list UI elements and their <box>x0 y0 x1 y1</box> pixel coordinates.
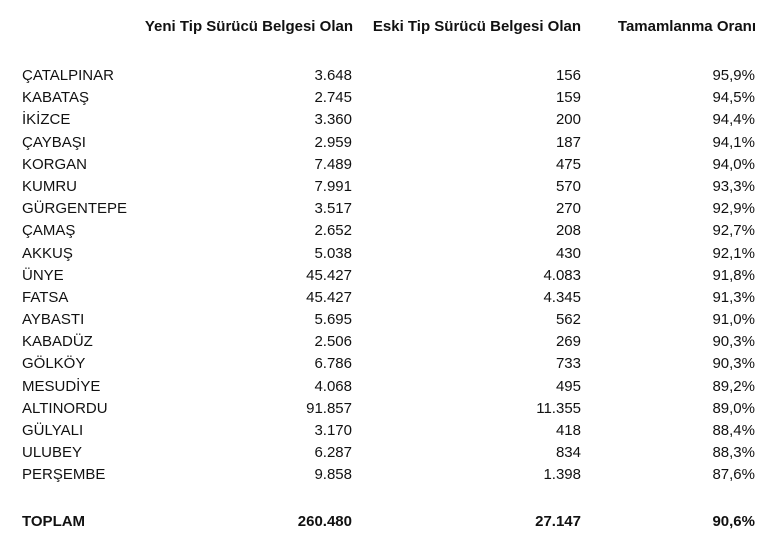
completion-rate: 87,6% <box>712 466 755 484</box>
new-license-count: 6.786 <box>314 355 352 373</box>
table-row <box>0 65 780 87</box>
total-old-license: 27.147 <box>535 513 581 530</box>
district-name: GÜRGENTEPE <box>22 200 128 218</box>
table-row <box>0 398 780 420</box>
table-row <box>0 109 780 131</box>
completion-rate: 92,1% <box>712 244 755 262</box>
completion-rate: 94,4% <box>712 111 755 129</box>
completion-rate: 93,3% <box>712 177 755 195</box>
new-license-count: 4.068 <box>314 377 352 395</box>
table-row <box>0 87 780 109</box>
table-row <box>0 376 780 398</box>
old-license-count: 269 <box>555 333 581 351</box>
district-name: ÜNYE <box>22 266 64 284</box>
old-license-count: 159 <box>555 89 581 107</box>
old-license-count: 430 <box>555 244 581 262</box>
old-license-count: 570 <box>555 177 581 195</box>
completion-rate: 95,9% <box>712 67 755 84</box>
completion-rate: 88,3% <box>712 444 755 462</box>
district-name: KABADÜZ <box>22 333 93 351</box>
completion-rate: 92,9% <box>712 200 755 218</box>
completion-rate: 91,8% <box>712 266 755 284</box>
old-license-count: 4.083 <box>543 266 581 284</box>
completion-rate: 94,1% <box>712 133 755 151</box>
new-license-count: 3.360 <box>314 111 352 129</box>
old-license-count: 4.345 <box>543 288 581 306</box>
header-completion-rate: Tamamlanma Oranı <box>617 18 756 35</box>
header-old-license: Eski Tip Sürücü Belgesi Olan <box>372 18 581 35</box>
table-row <box>0 176 780 198</box>
completion-rate: 92,7% <box>712 222 755 240</box>
table-row <box>0 309 780 331</box>
completion-rate: 91,0% <box>712 311 755 329</box>
total-row <box>0 511 780 535</box>
new-license-count: 3.648 <box>314 67 352 84</box>
completion-rate: 90,3% <box>712 355 755 373</box>
district-name: FATSA <box>22 288 69 306</box>
table-row <box>0 442 780 464</box>
table-row <box>0 287 780 309</box>
table-body <box>0 65 780 487</box>
district-name: MESUDİYE <box>22 377 101 395</box>
total-new-license: 260.480 <box>297 513 352 530</box>
district-name: KORGAN <box>22 155 88 173</box>
old-license-count: 156 <box>555 67 581 84</box>
new-license-count: 9.858 <box>314 466 352 484</box>
old-license-count: 562 <box>555 311 581 329</box>
old-license-count: 418 <box>555 422 581 439</box>
table-row <box>0 154 780 176</box>
district-name: ÇATALPINAR <box>22 67 114 84</box>
completion-rate: 91,3% <box>712 288 755 306</box>
district-name: ÇAYBAŞI <box>22 133 86 151</box>
new-license-count: 91.857 <box>306 399 352 417</box>
district-name: İKİZCE <box>22 111 71 129</box>
table-row <box>0 132 780 154</box>
table-row <box>0 243 780 265</box>
completion-rate: 90,3% <box>712 333 755 351</box>
table-row <box>0 220 780 242</box>
new-license-count: 7.489 <box>314 155 352 173</box>
table-header <box>0 18 780 42</box>
old-license-count: 495 <box>555 377 581 395</box>
new-license-count: 7.991 <box>314 177 352 195</box>
district-name: ÇAMAŞ <box>22 222 76 240</box>
district-name: GÖLKÖY <box>22 355 86 373</box>
new-license-count: 5.038 <box>314 244 352 262</box>
district-name: ALTINORDU <box>22 399 108 417</box>
old-license-count: 834 <box>555 444 581 462</box>
completion-rate: 94,5% <box>712 89 755 107</box>
old-license-count: 733 <box>555 355 581 373</box>
old-license-count: 208 <box>555 222 581 240</box>
completion-rate: 94,0% <box>712 155 755 173</box>
new-license-count: 45.427 <box>306 266 352 284</box>
new-license-count: 2.959 <box>314 133 352 151</box>
header-new-license: Yeni Tip Sürücü Belgesi Olan <box>144 18 353 35</box>
new-license-count: 2.652 <box>314 222 352 240</box>
district-name: PERŞEMBE <box>22 466 106 484</box>
district-name: ULUBEY <box>22 444 83 462</box>
new-license-count: 6.287 <box>314 444 352 462</box>
completion-rate: 89,0% <box>712 399 755 417</box>
old-license-count: 270 <box>555 200 581 218</box>
new-license-count: 45.427 <box>306 288 352 306</box>
total-label: TOPLAM <box>22 513 86 530</box>
table-row <box>0 265 780 287</box>
table-row <box>0 464 780 486</box>
old-license-count: 187 <box>555 133 581 151</box>
new-license-count: 2.506 <box>314 333 352 351</box>
old-license-count: 1.398 <box>543 466 581 484</box>
old-license-count: 475 <box>555 155 581 173</box>
district-name: KABATAŞ <box>22 89 89 107</box>
district-name: AYBASTI <box>22 311 85 329</box>
table-row <box>0 353 780 375</box>
district-name: GÜLYALI <box>22 422 84 439</box>
table-row <box>0 420 780 442</box>
new-license-count: 2.745 <box>314 89 352 107</box>
completion-rate: 89,2% <box>712 377 755 395</box>
new-license-count: 3.170 <box>314 422 352 439</box>
completion-rate: 88,4% <box>712 422 755 439</box>
district-name: AKKUŞ <box>22 244 73 262</box>
table-row <box>0 331 780 353</box>
old-license-count: 11.355 <box>536 399 581 417</box>
table-row <box>0 198 780 220</box>
total-completion-rate: 90,6% <box>712 513 755 530</box>
new-license-count: 3.517 <box>314 200 352 218</box>
old-license-count: 200 <box>555 111 581 129</box>
district-name: KUMRU <box>22 177 77 195</box>
new-license-count: 5.695 <box>314 311 352 329</box>
